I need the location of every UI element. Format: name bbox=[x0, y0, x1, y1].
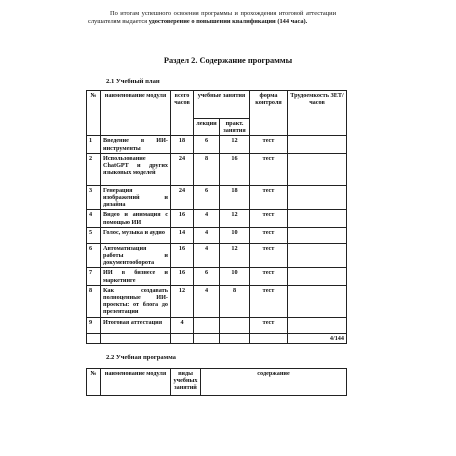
row-total-hours: 24 bbox=[171, 153, 194, 185]
row-module: Генерация изображений и дизайна bbox=[101, 185, 171, 210]
row-control-form: тест bbox=[250, 227, 288, 243]
header-control-form: форма контроля bbox=[250, 91, 288, 136]
row-module: Итоговая аттестация bbox=[101, 317, 171, 333]
row-labor bbox=[288, 210, 347, 227]
header-labor: Трудоемкость ЗЕТ/часов bbox=[288, 91, 347, 136]
row-lectures: 4 bbox=[194, 243, 220, 268]
row-control-form: тест bbox=[250, 243, 288, 268]
table-row bbox=[87, 285, 347, 317]
row-practice: 12 bbox=[220, 210, 250, 227]
table-row bbox=[87, 227, 347, 243]
row-total-hours: 14 bbox=[171, 227, 194, 243]
row-control-form: тест bbox=[250, 268, 288, 285]
row-practice: 10 bbox=[220, 268, 250, 285]
header-module: наименование модуля bbox=[101, 91, 171, 136]
program-title: 2.2 Учебная программа bbox=[106, 354, 176, 361]
row-practice: 18 bbox=[220, 185, 250, 210]
study-program-table bbox=[86, 368, 347, 396]
row-num: 9 bbox=[87, 317, 101, 333]
row-module: Автоматизация работы и документооборота bbox=[101, 243, 171, 268]
row-lectures: 6 bbox=[194, 268, 220, 285]
row-num: 7 bbox=[87, 268, 101, 285]
row-total-hours: 16 bbox=[171, 268, 194, 285]
plan-title: 2.1 Учебный план bbox=[106, 78, 160, 85]
row-practice: 12 bbox=[220, 243, 250, 268]
row-total-hours: 16 bbox=[171, 210, 194, 227]
row-practice bbox=[220, 317, 250, 333]
row-num: 4 bbox=[87, 210, 101, 227]
row-control-form: тест bbox=[250, 153, 288, 185]
row-num: 3 bbox=[87, 185, 101, 210]
row-module: Введение в ИИ-инструменты bbox=[101, 136, 171, 153]
row-practice: 8 bbox=[220, 285, 250, 317]
row-module: Использование ChatGPT и других языковых моделей bbox=[101, 153, 171, 185]
row-num: 8 bbox=[87, 285, 101, 317]
study-plan-body bbox=[87, 136, 347, 333]
row-lectures: 6 bbox=[194, 185, 220, 210]
intro-text: По итогам успешного освоения программы и прохождения итоговой аттестации слушателям выдается bbox=[88, 10, 336, 25]
row-num: 2 bbox=[87, 153, 101, 185]
header-num: № bbox=[87, 91, 101, 136]
row-labor bbox=[288, 227, 347, 243]
intro-paragraph bbox=[88, 10, 336, 26]
row-control-form: тест bbox=[250, 285, 288, 317]
row-practice: 12 bbox=[220, 136, 250, 153]
row-control-form: тест bbox=[250, 185, 288, 210]
table-row bbox=[87, 210, 347, 227]
row-control-form: тест bbox=[250, 136, 288, 153]
row-lectures: 4 bbox=[194, 285, 220, 317]
row-lectures: 4 bbox=[194, 227, 220, 243]
total-row bbox=[87, 333, 347, 343]
row-labor bbox=[288, 153, 347, 185]
row-labor bbox=[288, 285, 347, 317]
row-total-hours: 24 bbox=[171, 185, 194, 210]
row-module: Видео и анимация с помощью ИИ bbox=[101, 210, 171, 227]
program-header-module: наименование модуля bbox=[101, 369, 171, 396]
row-labor bbox=[288, 136, 347, 153]
row-total-hours: 18 bbox=[171, 136, 194, 153]
row-practice: 16 bbox=[220, 153, 250, 185]
program-header-content: содержание bbox=[201, 369, 347, 396]
row-lectures: 6 bbox=[194, 136, 220, 153]
row-num: 6 bbox=[87, 243, 101, 268]
table-row bbox=[87, 185, 347, 210]
row-practice: 10 bbox=[220, 227, 250, 243]
header-total-hours: всего часов bbox=[171, 91, 194, 136]
row-labor bbox=[288, 185, 347, 210]
row-module: Как создавать полноценные ИИ-проекты: от блога до презентации bbox=[101, 285, 171, 317]
row-lectures bbox=[194, 317, 220, 333]
program-header-types: виды учебных занятий bbox=[171, 369, 201, 396]
header-classes: учебные занятия bbox=[194, 91, 250, 119]
table-row bbox=[87, 153, 347, 185]
row-total-hours: 12 bbox=[171, 285, 194, 317]
row-lectures: 8 bbox=[194, 153, 220, 185]
program-header-num: № bbox=[87, 369, 101, 396]
study-plan-table bbox=[86, 90, 347, 344]
row-labor bbox=[288, 243, 347, 268]
row-control-form: тест bbox=[250, 210, 288, 227]
row-module: Голос, музыка и аудио bbox=[101, 227, 171, 243]
row-total-hours: 16 bbox=[171, 243, 194, 268]
row-num: 5 bbox=[87, 227, 101, 243]
section-title: Раздел 2. Содержание программы bbox=[163, 56, 293, 65]
row-module: ИИ в бизнесе и маркетинге bbox=[101, 268, 171, 285]
table-row bbox=[87, 268, 347, 285]
header-lectures: лекции bbox=[194, 119, 220, 136]
row-lectures: 4 bbox=[194, 210, 220, 227]
row-labor bbox=[288, 268, 347, 285]
row-total-hours: 4 bbox=[171, 317, 194, 333]
header-practice: практ. занятия bbox=[220, 119, 250, 136]
row-labor bbox=[288, 317, 347, 333]
intro-bold-text: удостоверение о повышении квалификации (144 часа). bbox=[148, 18, 308, 25]
table-row bbox=[87, 317, 347, 333]
table-row bbox=[87, 136, 347, 153]
row-control-form: тест bbox=[250, 317, 288, 333]
table-row bbox=[87, 243, 347, 268]
row-num: 1 bbox=[87, 136, 101, 153]
total-labor: 4/144 bbox=[288, 333, 347, 343]
